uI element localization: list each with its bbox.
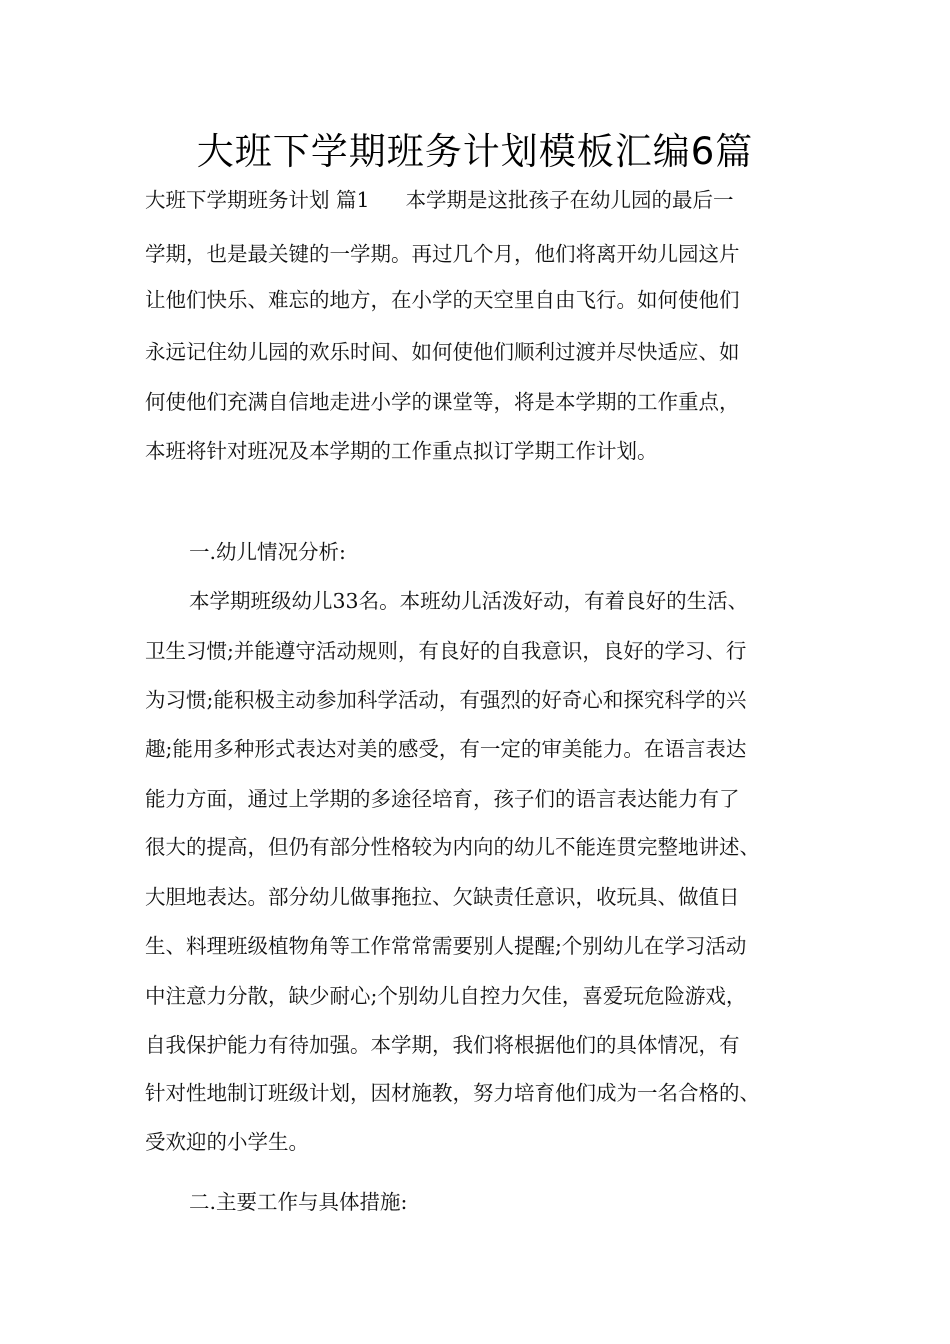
section-heading-2: 二.主要工作与具体措施: [189, 1190, 408, 1214]
paragraph-line: 让他们快乐、难忘的地方，在小学的天空里自由飞行。如何使他们 [145, 288, 740, 312]
paragraph-line: 大胆地表达。部分幼儿做事拖拉、欠缺责任意识，收玩具、做值日 [145, 885, 740, 909]
paragraph-line: 永远记住幼儿园的欢乐时间、如何使他们顺利过渡并尽快适应、如 [145, 340, 740, 364]
section-heading-1: 一.幼儿情况分析: [189, 540, 346, 564]
paragraph-line: 卫生习惯;并能遵守活动规则，有良好的自我意识，良好的学习、行 [145, 639, 747, 663]
paragraph-line: 何使他们充满自信地走进小学的课堂等，将是本学期的工作重点， [145, 390, 740, 414]
document-title: 大班下学期班务计划模板汇编6篇 [196, 130, 754, 173]
paragraph-line: 针对性地制订班级计划，因材施教，努力培育他们成为一名合格的、 [145, 1081, 760, 1105]
paragraph-line: 为习惯;能积极主动参加科学活动，有强烈的好奇心和探究科学的兴 [145, 688, 747, 712]
intro-first-line [145, 186, 825, 214]
paragraph-line: 能力方面，通过上学期的多途径培育，孩子们的语言表达能力有了 [145, 787, 740, 811]
intro-first-text: 本学期是这批孩子在幼儿园的最后一 [405, 188, 734, 212]
paragraph-line: 本班将针对班况及本学期的工作重点拟订学期工作计划。 [145, 439, 658, 463]
paragraph-line: 本学期班级幼儿33名。本班幼儿活泼好动，有着良好的生活、 [189, 589, 749, 613]
paragraph-line: 受欢迎的小学生。 [145, 1130, 309, 1154]
paragraph-line: 生、料理班级植物角等工作常常需要别人提醒;个别幼儿在学习活动 [145, 934, 747, 958]
intro-label: 大班下学期班务计划 篇1 [145, 188, 370, 212]
paragraph-line: 趣;能用多种形式表达对美的感受，有一定的审美能力。在语言表达 [145, 737, 747, 761]
paragraph-line: 很大的提高，但仍有部分性格较为内向的幼儿不能连贯完整地讲述、 [145, 835, 760, 859]
paragraph-line: 学期，也是最关键的一学期。再过几个月，他们将离开幼儿园这片 [145, 242, 740, 266]
paragraph-line: 自我保护能力有待加强。本学期，我们将根据他们的具体情况，有 [145, 1033, 740, 1057]
paragraph-line: 中注意力分散，缺少耐心;个别幼儿自控力欠佳，喜爱玩危险游戏， [145, 984, 747, 1008]
